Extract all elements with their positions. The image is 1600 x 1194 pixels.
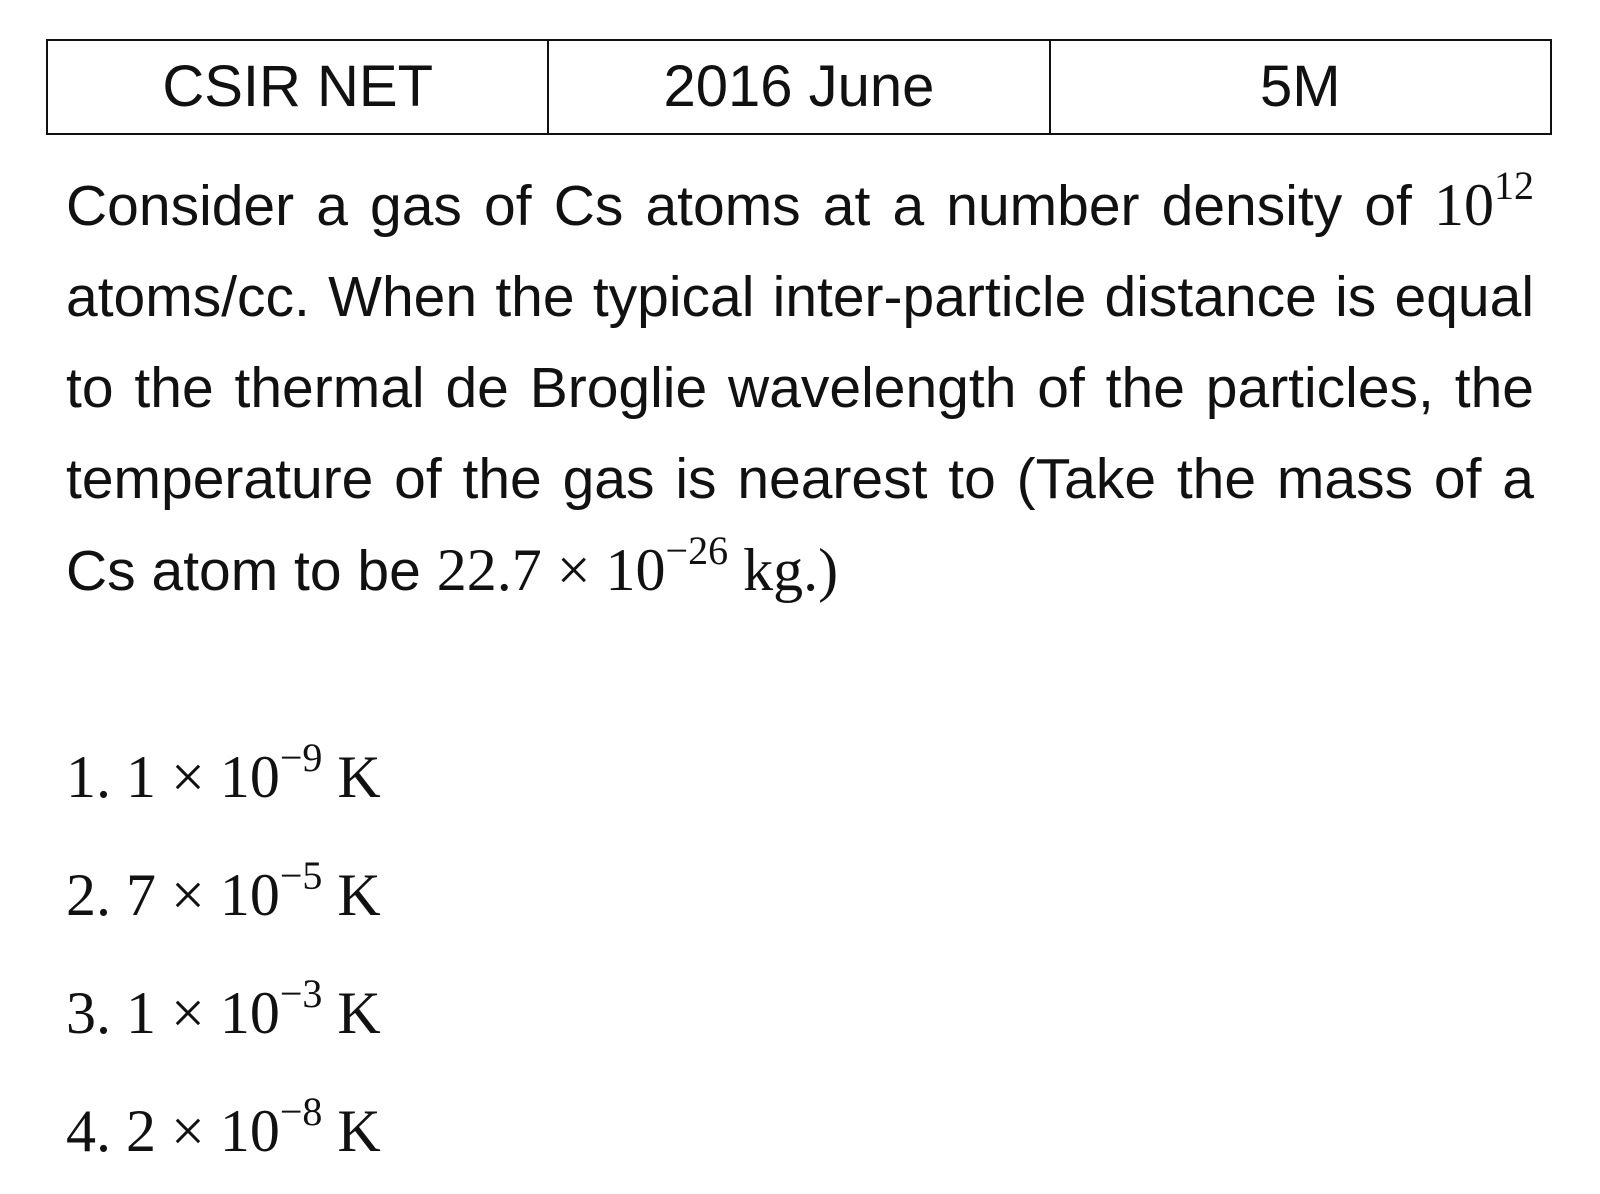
exam-info-table: [46, 39, 1552, 135]
density-base: 10: [1434, 172, 1495, 238]
option-3[interactable]: [66, 954, 381, 1072]
question-text: [66, 160, 1534, 617]
mass-expression: [436, 528, 839, 603]
exam-name-cell: CSIR NET: [47, 40, 548, 134]
option-mantissa: 1 × 10: [126, 980, 280, 1046]
exam-session-cell: 2016 June: [548, 40, 1049, 134]
option-exponent: −5: [279, 853, 323, 898]
option-label: 4.: [66, 1098, 111, 1164]
option-mantissa: 7 × 10: [126, 862, 280, 928]
option-mantissa: 2 × 10: [126, 1098, 280, 1164]
option-exponent: −3: [279, 971, 323, 1016]
option-label: 2.: [66, 862, 111, 928]
option-exponent: −8: [279, 1089, 323, 1134]
question-text-part2: atoms/cc. When the typical inter-particle distance is equal to the thermal de Broglie wavelength of the particles, the temperature of the gas is nearest to (Take the mass of a Cs atom to be: [66, 265, 1534, 603]
option-1[interactable]: [66, 718, 381, 836]
option-2[interactable]: [66, 836, 381, 954]
exam-info-row: [47, 40, 1551, 134]
question-text-part1: Consider a gas of Cs atoms at a number density of: [66, 174, 1412, 238]
mass-mantissa: 22.7 × 10: [436, 537, 666, 603]
option-label: 3.: [66, 980, 111, 1046]
option-unit: K: [337, 980, 381, 1046]
option-exponent: −9: [279, 735, 323, 780]
marks-cell: 5M: [1050, 40, 1551, 134]
option-mantissa: 1 × 10: [126, 744, 280, 810]
answer-options: [66, 718, 381, 1190]
option-unit: K: [337, 862, 381, 928]
option-unit: K: [337, 744, 381, 810]
option-4[interactable]: [66, 1072, 381, 1190]
mass-exponent: −26: [665, 528, 729, 573]
option-unit: K: [337, 1098, 381, 1164]
mass-unit: kg.): [743, 537, 839, 603]
option-label: 1.: [66, 744, 111, 810]
density-expression: [1434, 163, 1535, 238]
density-exponent: 12: [1494, 163, 1535, 208]
